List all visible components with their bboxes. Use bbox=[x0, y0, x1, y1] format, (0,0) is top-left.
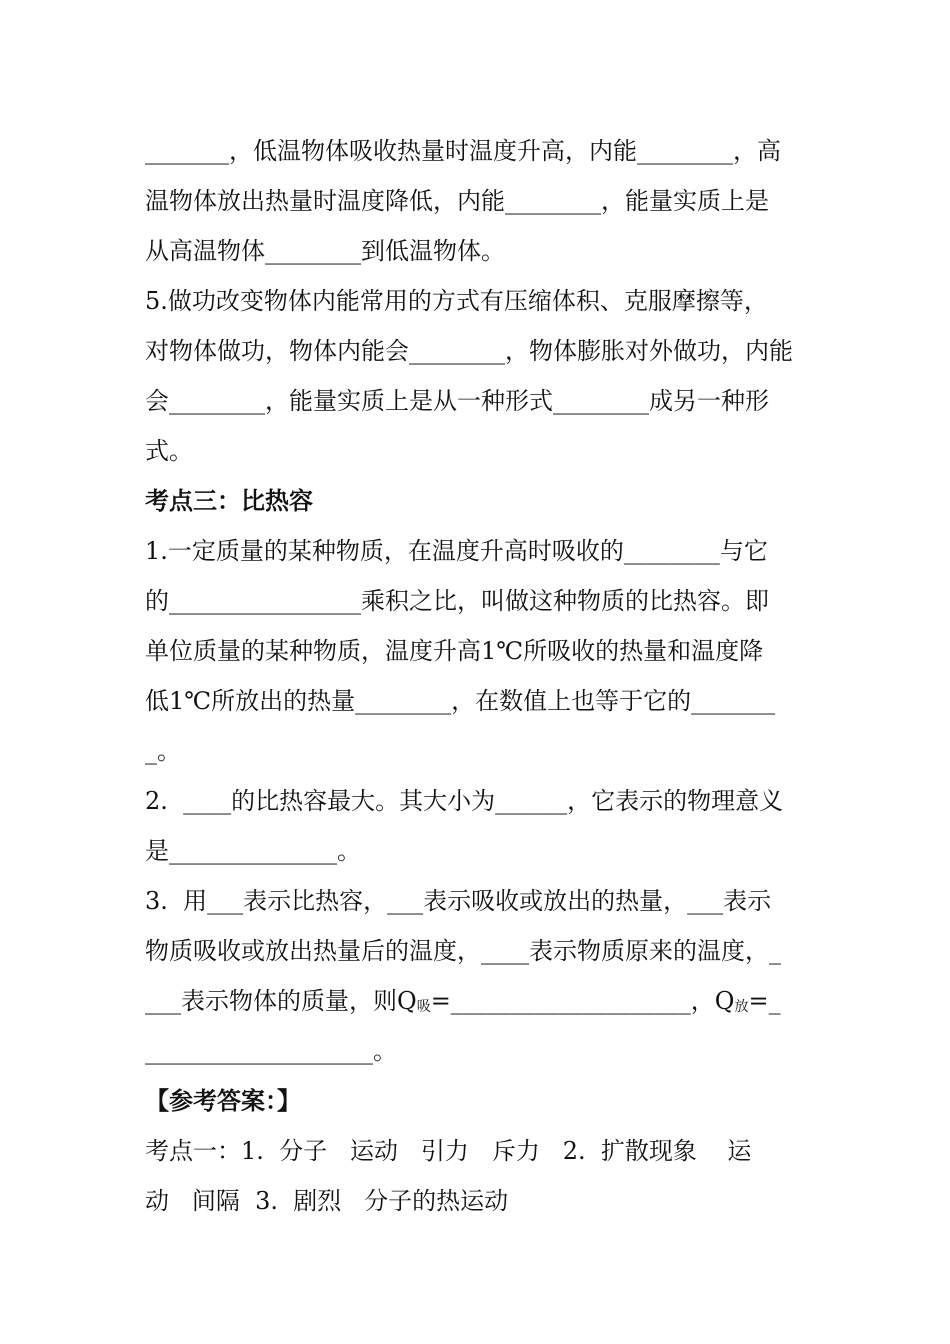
section-heading: 考点三：比热容 bbox=[145, 487, 313, 515]
text-line: 从高温物体________到低温物体。 bbox=[145, 237, 505, 265]
text-line: 2. ____的比热容最大。其大小为______，它表示的物理意义 bbox=[145, 787, 784, 815]
text-line: _。 bbox=[145, 737, 181, 765]
text-line bbox=[145, 976, 807, 1026]
text-line: _______，低温物体吸收热量时温度升高，内能________，高 bbox=[145, 137, 781, 165]
text-fragment: =____________________，Q bbox=[430, 987, 735, 1015]
text-line: 考点一：1. 分子 运动 引力 斥力 2. 扩散现象 运 bbox=[145, 1137, 752, 1165]
text-line: 低1℃所放出的热量________，在数值上也等于它的_______ bbox=[145, 687, 776, 715]
subscript-release: 放 bbox=[734, 999, 749, 1015]
text-line: 动 间隔 3. 剧烈 分子的热运动 bbox=[145, 1187, 509, 1215]
text-line: 温物体放出热量时温度降低，内能________，能量实质上是 bbox=[145, 187, 769, 215]
text-fragment: =_ bbox=[748, 987, 781, 1015]
text-fragment: ___表示物体的质量，则Q bbox=[145, 987, 417, 1015]
text-line: 5.做功改变物体内能常用的方式有压缩体积、克服摩擦等， bbox=[145, 287, 768, 315]
answers-heading: 【参考答案：】 bbox=[145, 1087, 301, 1115]
text-line: 的________________乘积之比，叫做这种物质的比热容。即 bbox=[145, 587, 769, 615]
text-line: 会________，能量实质上是从一种形式________成另一种形 bbox=[145, 387, 769, 415]
text-line: 对物体做功，物体内能会________，物体膨胀对外做功，内能 bbox=[145, 337, 793, 365]
text-line: 式。 bbox=[145, 437, 193, 465]
subscript-absorb: 吸 bbox=[416, 999, 431, 1015]
text-line: 是______________。 bbox=[145, 837, 361, 865]
document-page bbox=[145, 126, 807, 1226]
text-line: 1.一定质量的某种物质，在温度升高时吸收的________与它 bbox=[145, 537, 768, 565]
text-line: ___________________。 bbox=[145, 1037, 397, 1065]
text-line: 单位质量的某种物质，温度升高1℃所吸收的热量和温度降 bbox=[145, 637, 764, 665]
text-line: 3. 用___表示比热容，___表示吸收或放出的热量，___表示 bbox=[145, 887, 772, 915]
text-line: 物质吸收或放出热量后的温度，____表示物质原来的温度，_ bbox=[145, 937, 781, 965]
